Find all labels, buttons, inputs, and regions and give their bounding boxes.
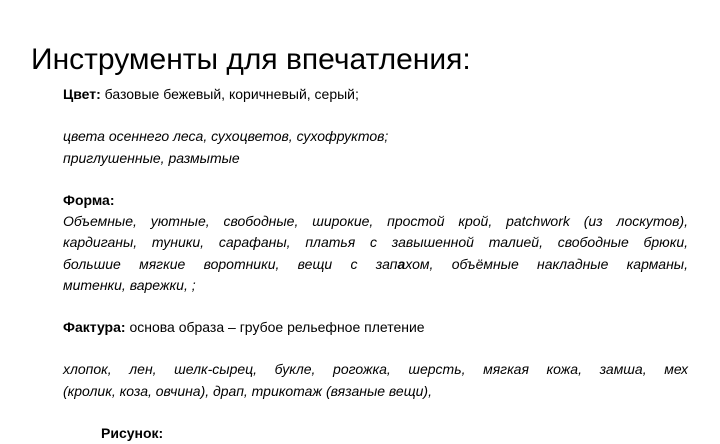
form-line-3 (63, 254, 688, 275)
form-line-3-part-c: хом, объёмные накладные карманы, (405, 255, 688, 272)
slide-body (63, 84, 688, 444)
spacer (63, 338, 688, 359)
form-line-2: кардиганы, туники, сарафаны, платья с завышенной талией, свободные брюки, (63, 234, 688, 251)
form-line-3-bold-letter: а (397, 255, 406, 272)
form-label: Форма: (63, 191, 115, 208)
spacer (63, 296, 688, 317)
texture-line-1: хлопок, лен, шелк-сырец, букле, рогожка, шерсть, мягкая кожа, замша, мех (63, 361, 688, 378)
form-line-4: митенки, варежки, ; (63, 276, 196, 293)
form-line-1: Объемные, уютные, свободные, широкие, простой крой, patchwork (из лоскутов), (63, 213, 688, 230)
pattern-label: Рисунок: (101, 425, 164, 441)
color-italic-line-1: цвета осеннего леса, сухоцветов, сухофруктов; (63, 128, 389, 145)
color-text: базовые бежевый, коричневый, серый; (100, 86, 359, 102)
color-label: Цвет: (63, 86, 101, 102)
color-line (63, 84, 688, 105)
texture-line-2: (кролик, коза, овчина), драп, трикотаж (вязаные вещи), (63, 382, 432, 399)
slide-title: Инструменты для впечатления: (31, 43, 471, 76)
texture-line (63, 317, 688, 338)
color-italic-line-2: приглушенные, размытые (63, 149, 240, 166)
texture-label: Фактура: (63, 319, 126, 336)
form-line-3-part-a: большие мягкие воротники, вещи с зап (63, 255, 398, 272)
texture-text: основа образа – грубое рельефное плетение (125, 319, 425, 336)
spacer (63, 105, 688, 126)
spacer (63, 169, 688, 190)
